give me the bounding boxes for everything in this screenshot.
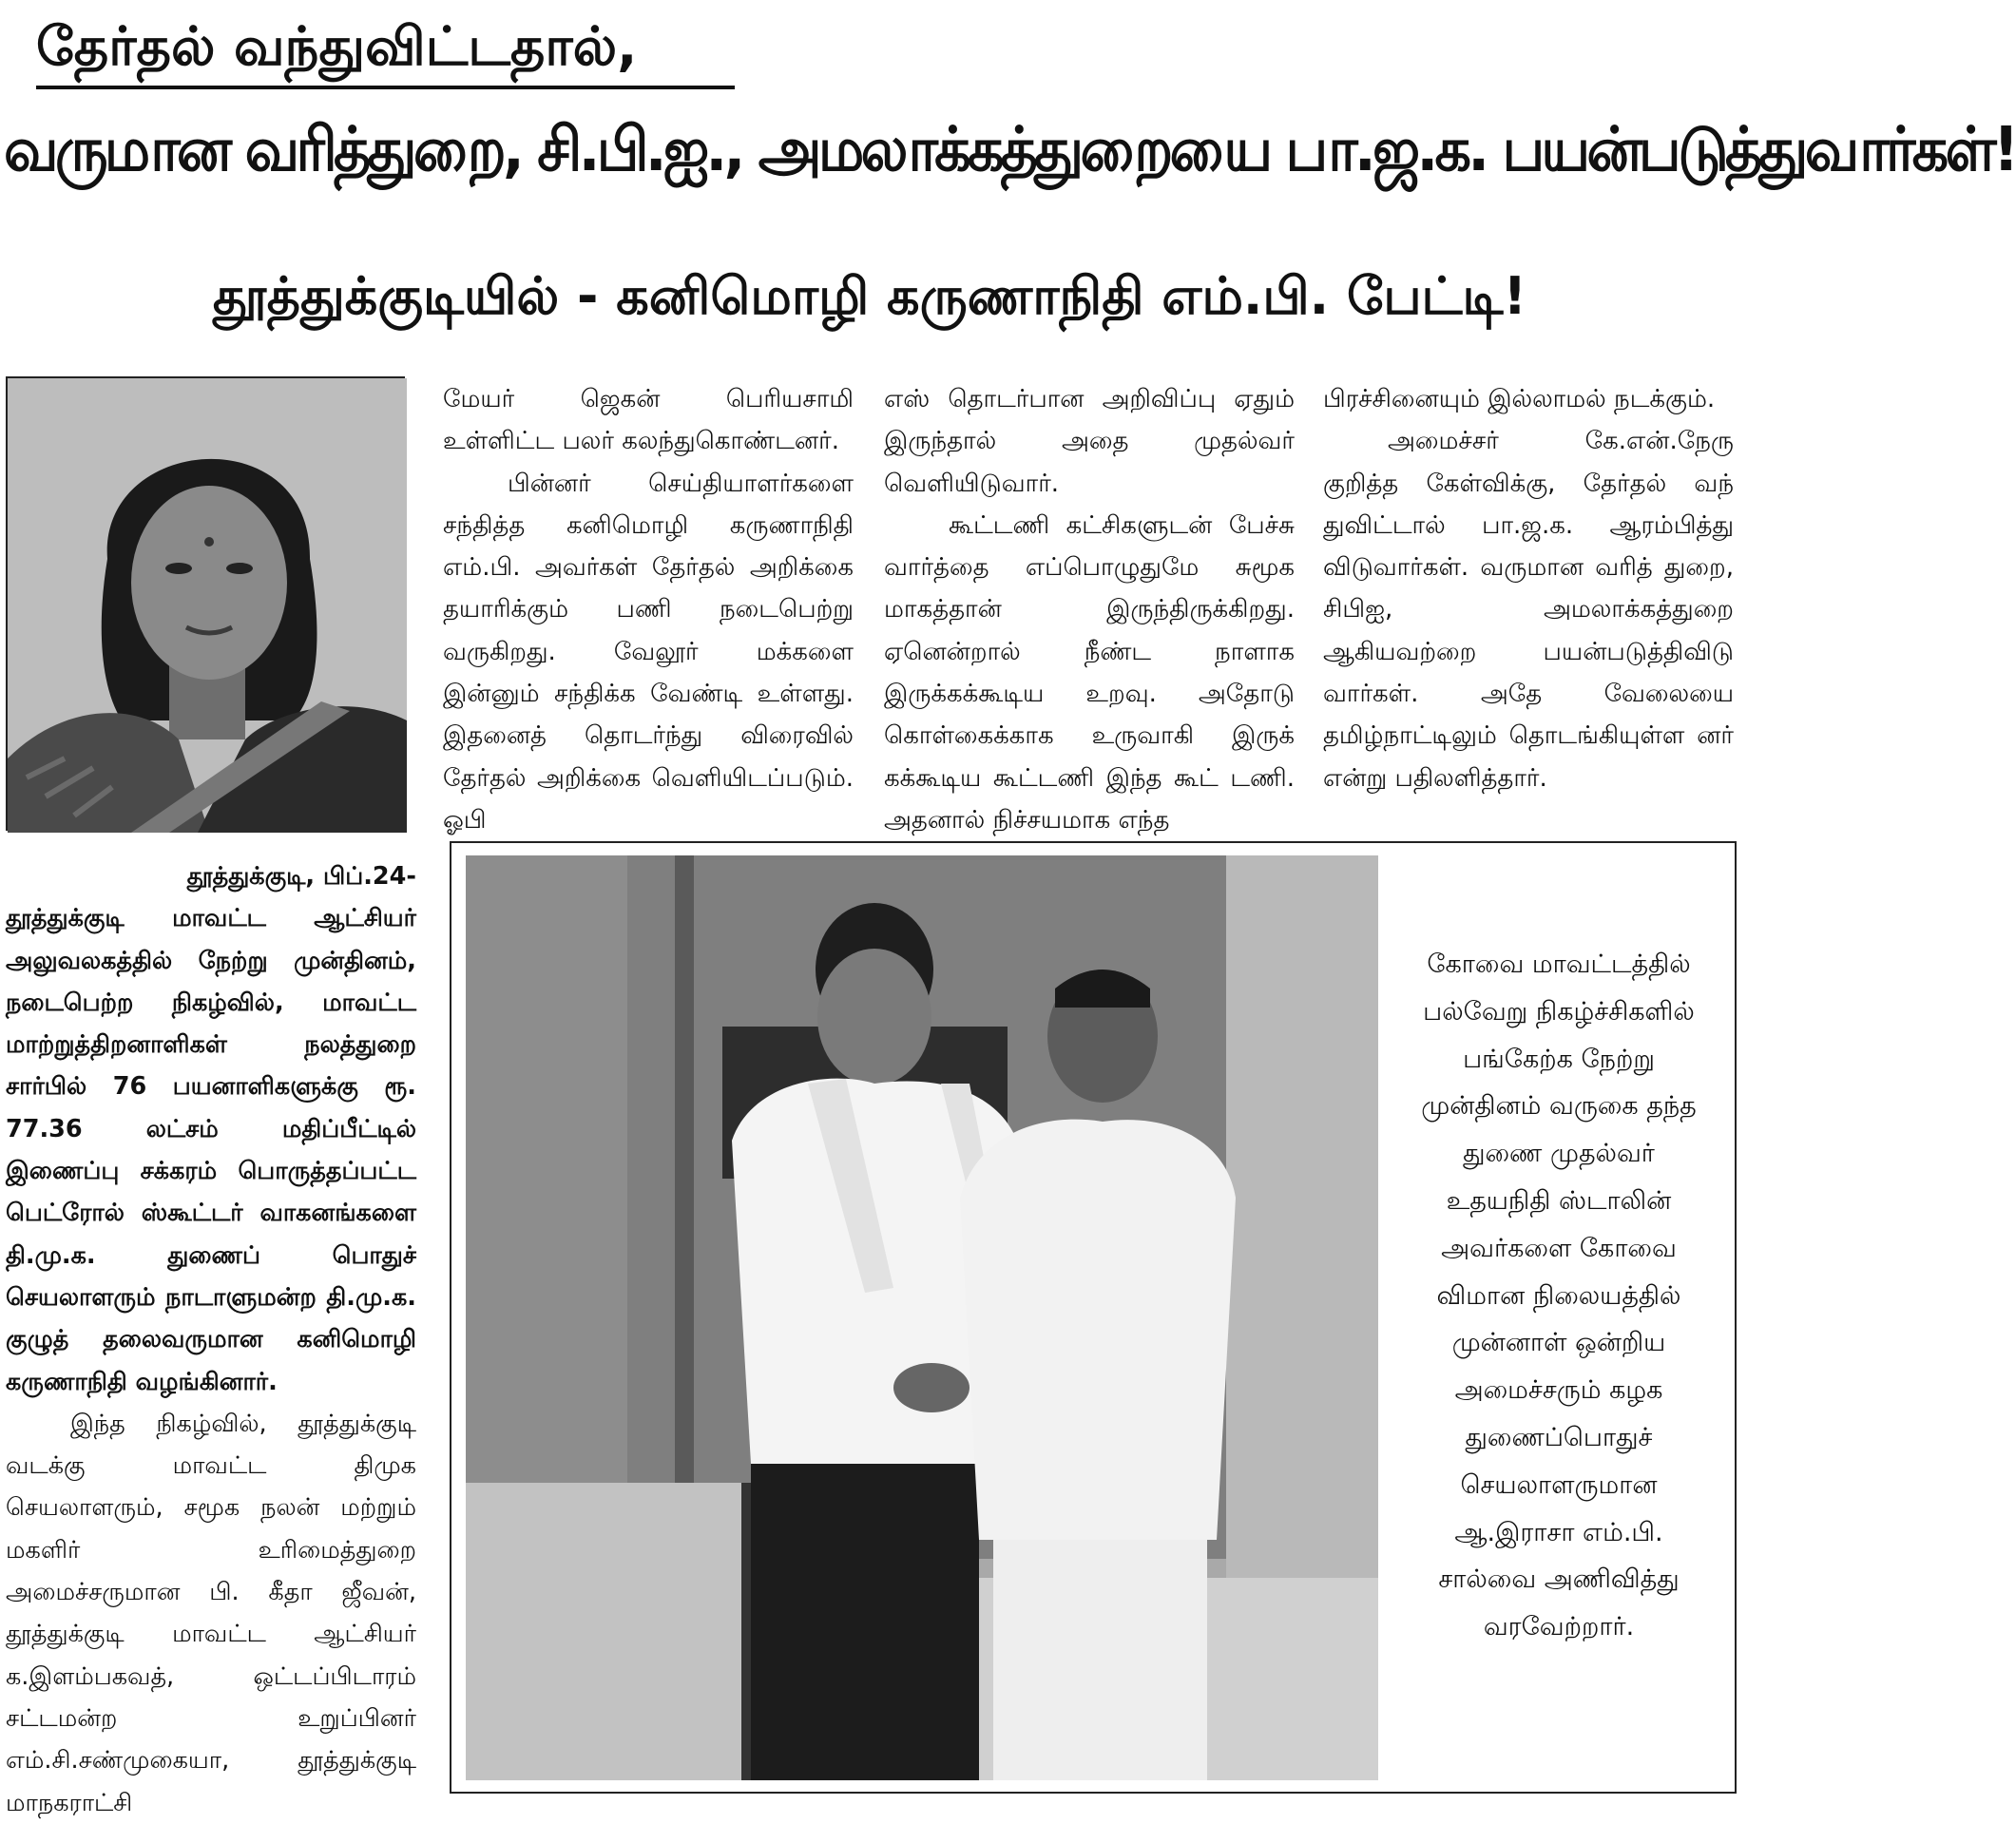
caption-line: முன்னாள் ஒன்றிய — [1451, 1328, 1666, 1358]
column-1-paragraph-2: பின்னர் செய்தியாளர்களை சந்தித்த கனிமொழி கருணாநிதி எம்.பி. அவர்கள் தேர்தல் அறிக்கை தயாரிக்கும் பணி நடைபெற்று வருகிறது. வேலூர் மக்களை இன்னும் சந்திக்க வேண்டி உள்ளது. இதனைத் தொடர்ந்து விரைவில் தேர்தல் அறிக்கை வெளியிடப்படும். ஓபி — [443, 469, 854, 835]
column-2-paragraph-1: எஸ் தொடர்பான அறிவிப்பு ஏதும் இருந்தால் அதை முதல்வர் வெளியிடுவார். — [884, 385, 1295, 498]
column-1-paragraph-1: மேயர் ஜெகன் பெரியசாமி உள்ளிட்ட பலர் கலந்துகொண்டனர். — [443, 385, 854, 456]
main-headline: வருமான வரித்துறை, சி.பி.ஐ., அமலாக்கத்துறையை பா.ஜ.க. பயன்படுத்துவார்கள்! — [4, 115, 2016, 185]
caption-line: உதயநிதி ஸ்டாலின் — [1446, 1185, 1672, 1216]
caption-line: துணை முதல்வர் — [1463, 1139, 1655, 1169]
caption-line: அமைச்சரும் கழக — [1454, 1375, 1663, 1406]
lede-bold-paragraph: தூத்துக்குடி மாவட்ட ஆட்சியர் அலுவலகத்தில் நேற்று முன்தினம், நடைபெற்ற நிகழ்வில், மாவட்ட மாற்றுத்திறனாளிகள் நலத்துறை சார்பில் 76 பயனாளிகளுக்கு ரூ. 77.36 லட்சம் மதிப்பீட்டில் இணைப்பு சக்கரம் பொருத்தப்பட்ட பெட்ரோல் ஸ்கூட்டர் வாகனங்களை தி.மு.க. துணைப் பொதுச் செயலாளரும் நாடாளுமன்ற தி.மு.க. குழுத் தலைவருமான கனிமொழி கருணாநிதி வழங்கினார். — [6, 904, 416, 1396]
kicker-headline: தேர்தல் வந்துவிட்டதால், — [36, 16, 638, 78]
caption-line: அவர்களை கோவை — [1441, 1233, 1677, 1263]
sub-headline: தூத்துக்குடியில் - கனிமொழி கருணாநிதி எம்.பி. பேட்டி! — [212, 266, 1527, 326]
portrait-illustration — [8, 378, 407, 833]
event-photo-illustration — [466, 855, 1378, 1780]
caption-line: கோவை மாவட்டத்தில் — [1427, 950, 1691, 979]
caption-line: ஆ.இராசா எம்.பி. — [1454, 1517, 1663, 1547]
dateline: தூத்துக்குடி, பிப்.24- — [186, 862, 416, 891]
article-column-2 — [884, 378, 1295, 841]
column-3-paragraph-1: பிரச்சினையும் இல்லாமல் நடக்கும். — [1323, 385, 1716, 413]
caption-line: செயலாளருமான — [1460, 1469, 1658, 1500]
caption-line: வரவேற்றார். — [1483, 1612, 1635, 1642]
kicker-underline — [36, 86, 735, 89]
column-2-paragraph-2: கூட்டணி கட்சிகளுடன் பேச்சு வார்த்தை எப்பொழுதுமே சுமூக மாகத்தான் இருந்திருக்கிறது. ஏனென்றால் நீண்ட நாளாக இருக்கக்கூடிய உறவு. அதோடு கொள்கைக்காக உருவாகி இருக் கக்கூடிய கூட்டணி இந்த கூட் டணி. அதனால் நிச்சயமாக எந்த — [884, 510, 1295, 835]
caption-line: துணைப்பொதுச் — [1465, 1422, 1653, 1452]
lede-column — [6, 855, 416, 1824]
photo-caption — [1383, 941, 1735, 1651]
caption-line: விமான நிலையத்தில் — [1436, 1280, 1681, 1311]
caption-line: சால்வை அணிவித்து — [1438, 1565, 1680, 1595]
article-column-3 — [1323, 378, 1734, 799]
caption-line: பல்வேறு நிகழ்ச்சிகளில் — [1423, 996, 1695, 1027]
lede-body-paragraph: இந்த நிகழ்வில், தூத்துக்குடி வடக்கு மாவட்ட திமுக செயலாளரும், சமூக நலன் மற்றும் மகளிர் உரிமைத்துறை அமைச்சருமான பி. கீதா ஜீவன், தூத்துக்குடி மாவட்ட ஆட்சியர் க.இளம்பகவத், ஒட்டப்பிடாரம் சட்டமன்ற உறுப்பினர் எம்.சி.சண்முகையா, தூத்துக்குடி மாநகராட்சி — [6, 1409, 416, 1817]
event-photo — [466, 855, 1378, 1780]
caption-line: முன்தினம் வருகை தந்த — [1421, 1091, 1697, 1122]
column-3-paragraph-2: அமைச்சர் கே.என்.நேரு குறித்த கேள்விக்கு, தேர்தல் வந் துவிட்டால் பா.ஜ.க. ஆரம்பித்து விடுவார்கள். வருமான வரித் துறை, சிபிஐ, அமலாக்கத்துறை ஆகியவற்றை பயன்படுத்திவிடு வார்கள். அதே வேலையை தமிழ்நாட்டிலும் தொடங்கியுள்ள னர் என்று பதிலளித்தார். — [1323, 427, 1734, 793]
portrait-photo — [6, 376, 405, 831]
article-column-1 — [443, 378, 854, 841]
caption-line: பங்கேற்க நேற்று — [1463, 1044, 1655, 1074]
